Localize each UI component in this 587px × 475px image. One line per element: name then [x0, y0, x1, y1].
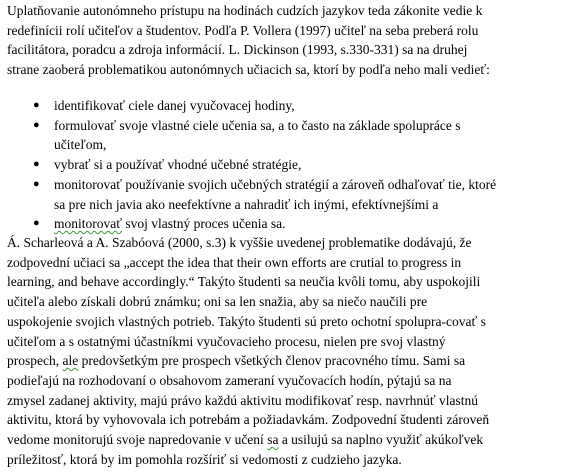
text-line: učiteľom a s ostatnými účastníkmi vyučovacieho procesu, nielen pre svoj vlastný: [7, 333, 446, 349]
bullet-icon: ●: [33, 118, 40, 131]
bullet-icon: ●: [33, 99, 40, 111]
text-line: Uplatňovanie autonómneho prístupu na hodinách cudzích jazykov teda zákonite vedie k: [7, 3, 483, 18]
list-item: [0, 116, 496, 155]
text-line: [7, 430, 489, 450]
bullet-icon: ●: [33, 177, 40, 190]
text-line: strane zaoberá problematikou autonómnych učiacich sa, ktorí by podľa neho mali vedieť:: [7, 62, 490, 78]
list-item: [0, 175, 496, 214]
list-item-text: identifikovať ciele danej vyučovacej hodiny,: [54, 98, 295, 113]
bullet-icon: ●: [33, 217, 40, 230]
spellcheck-flagged-word[interactable]: monitorovať: [54, 216, 123, 232]
bullet-list: [0, 96, 496, 234]
text-segment: predovšetkým pre prospech všetkých členov pracovného tímu. Sami sa: [78, 353, 466, 369]
text-line: podieľajú na rozhodovaní o obsahovom zameraní vyučovacích hodín, pýtajú sa na: [7, 372, 452, 388]
text-segment: prospech,: [7, 353, 63, 369]
spellcheck-flagged-word[interactable]: sa: [267, 432, 279, 448]
text-line: príležitosť, ktorá by im pomohla rozšíriť si vedomosti z cudzieho jazyka.: [7, 451, 402, 467]
list-item-text-rest: svoj vlastný proces učenia sa.: [122, 216, 286, 232]
list-item: [0, 155, 496, 175]
text-line: zodpovední učiaci sa „accept the idea that their own efforts are crutial to progress in: [7, 254, 462, 270]
text-line: facilitátora, poradcu a zdroja informácií. L. Dickinson (1993, s.330-331) sa na druhej: [7, 42, 468, 58]
list-item-text: [54, 214, 496, 234]
list-item-text: formulovať svoje vlastné ciele učenia sa, a to často na základe spolupráce s: [54, 117, 461, 133]
text-line: učiteľa alebo získali dobrú známku; oni sa len snažia, aby sa niečo naučili pre: [7, 294, 428, 310]
text-segment: vedome monitorujú svoje napredovanie v učení: [7, 432, 268, 448]
bullet-icon: ●: [33, 158, 40, 171]
list-item: [0, 214, 496, 234]
list-item-text: sa pre nich javia ako neefektívne a nahradiť ich inými, efektívnejšími a: [54, 196, 439, 212]
text-line: Á. Scharleová a A. Szabóová (2000, s.3) k vyššie uvedenej problematike dodávajú, že: [7, 235, 472, 250]
text-line: aktivitu, ktorá by vyhovovala ich potrebám a požiadavkám. Zodpovední študenti zároveň: [7, 412, 490, 428]
list-item-text: učiteľom,: [54, 137, 107, 153]
text-line: learning, and behave accordingly.“ Takýto študenti sa neučia kvôli tomu, aby uspokojili: [7, 274, 481, 290]
paragraph-intro: [7, 1, 490, 80]
text-line: zmysel zadanej aktivity, majú právo každú aktivitu modifikovať resp. navrhnúť vlastnú: [7, 392, 479, 408]
text-line: redefinícii rolí učiteľov a študentov. Podľa P. Vollera (1997) učiteľ na seba preberá rolu: [7, 22, 479, 38]
spellcheck-flagged-word[interactable]: ale: [62, 353, 79, 369]
list-item-text: vybrať si a používať vhodné učebné stratégie,: [54, 157, 302, 173]
text-line: [7, 351, 489, 371]
list-item: [0, 96, 496, 116]
list-item-text: monitorovať používanie svojich učebných stratégií a zároveň odhaľovať tie, ktoré: [54, 176, 497, 192]
text-line: uspokojenie svojich vlastných potrieb. Takýto študenti sú preto ochotní spolupra-covať s: [7, 313, 486, 329]
paragraph-body: [7, 233, 489, 469]
text-segment: a usilujú sa naplno využiť akúkoľvek: [278, 432, 484, 448]
